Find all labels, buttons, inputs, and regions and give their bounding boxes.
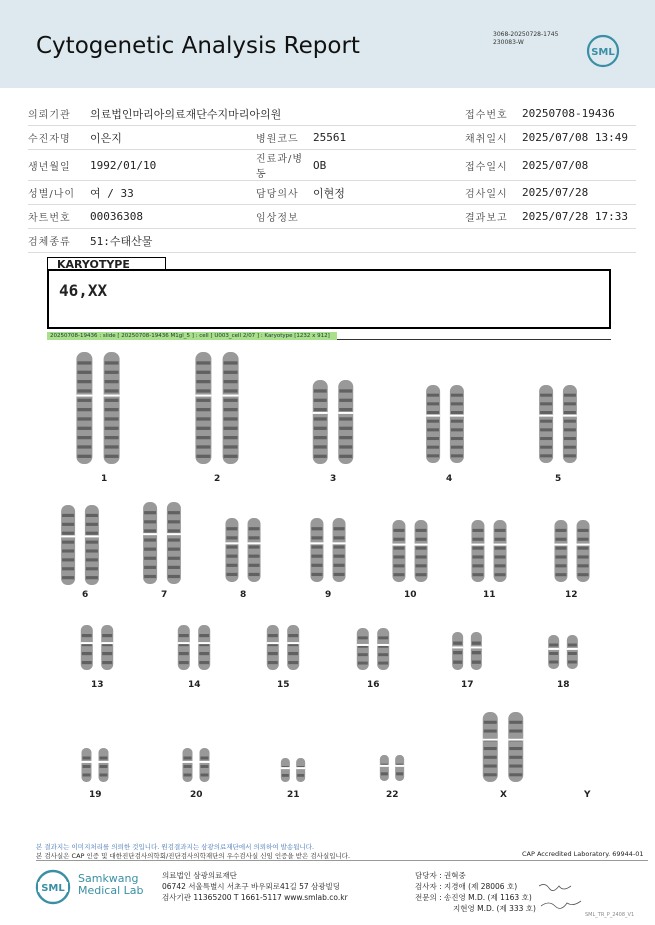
staff-line1: 담당자 : 권혁중 (415, 871, 466, 880)
chromosome-pair-5 (539, 385, 577, 463)
sml-logo-icon (586, 34, 620, 68)
chromosome-pair-7 (143, 502, 181, 584)
chromosome-pair-15 (267, 625, 299, 670)
chromosome-label-1: 1 (101, 474, 108, 484)
chromosome-pair-16 (357, 628, 389, 670)
document-id (493, 31, 558, 47)
lab-staff (415, 870, 536, 914)
dept-value: OB (313, 150, 465, 181)
staff-line3: 전문의 : 송진영 M.D. (제 1163 호) (415, 893, 532, 902)
karyotype-value: 46,XX (59, 281, 108, 300)
report-header (0, 0, 655, 88)
svg-text:SML: SML (591, 47, 615, 58)
karyotype-label: KARYOTYPE (47, 257, 166, 270)
chromosome-label-2: 2 (214, 474, 221, 484)
chromosome-pair-6 (61, 505, 99, 585)
chromosome-label-16: 16 (367, 680, 380, 690)
chromosome-label-12: 12 (565, 590, 578, 600)
chromosome-label-17: 17 (461, 680, 474, 690)
patient-value: 이은지 (90, 126, 256, 150)
info-row (28, 126, 636, 150)
chromosome-label-14: 14 (188, 680, 201, 690)
chromosome-label-4: 4 (446, 474, 453, 484)
staff-line4: 지현영 M.D. (제 333 호) (453, 904, 536, 913)
footer-note-2: 본 검사실은 CAP 인증 및 대한진단검사의학회/진단검사의학재단의 우수검사실 신임 인증을 받은 검사실입니다. (36, 852, 351, 860)
cap-accreditation: CAP Accredited Laboratory. 69944-01 (522, 850, 644, 858)
chromosome-label-6: 6 (82, 590, 89, 600)
document-id-line2: 230083-W (493, 39, 524, 46)
lab-address (162, 870, 348, 903)
chromosome-pair-18 (548, 635, 578, 669)
info-row (28, 150, 636, 181)
chromosome-pair-1 (76, 352, 119, 464)
lab-name (78, 873, 144, 897)
chromosome-label-9: 9 (325, 590, 332, 600)
address-line1: 의료법인 삼광의료재단 (162, 871, 237, 880)
chromosome-pair-11 (471, 520, 506, 582)
exam-value: 2025/07/28 (522, 181, 636, 205)
chromosome-label-11: 11 (483, 590, 496, 600)
chromosome-label-19: 19 (89, 790, 102, 800)
institution-value: 의료법인마리아의료재단수지마리아의원 (90, 102, 465, 126)
caption-divider (337, 339, 611, 340)
chromosome-pair-8 (225, 518, 260, 582)
chromosome-label-20: 20 (190, 790, 203, 800)
chromosome-pair-2 (195, 352, 238, 464)
patient-label: 수진자명 (28, 126, 90, 150)
dept-label: 진료과/병동 (256, 150, 313, 181)
address-line3: 검사기관 11365200 T 1661-5117 www.smlab.co.kr (162, 893, 348, 902)
hospital-code-label: 병원코드 (256, 126, 313, 150)
chromosome-pair-4 (426, 385, 464, 463)
collect-value: 2025/07/08 13:49 (522, 126, 636, 150)
karyogram-caption: 20250708-19436 : slide [ 20250708-19436 M1gl_5 ] : cell [ U003_cell 2/07 ] : Karyotype [1232 x 912] (47, 332, 337, 340)
chromosome-label-13: 13 (91, 680, 104, 690)
specimen-label: 검체종류 (28, 229, 90, 253)
institution-label: 의뢰기관 (28, 102, 90, 126)
collect-label: 채취일시 (465, 126, 522, 150)
receive-value: 2025/07/08 (522, 150, 636, 181)
form-code: SML_TR_P_2408_V1 (585, 912, 635, 918)
info-row (28, 181, 636, 205)
chromosome-pair-17 (452, 632, 482, 670)
dob-label: 생년월일 (28, 150, 90, 181)
chromosome-pair-19 (82, 748, 109, 782)
clinical-value (313, 205, 465, 229)
footer-note-1: 본 결과지는 이미지처리를 의뢰한 것입니다. 원검결과지는 삼광의료재단에서 의뢰하여 발송됩니다. (36, 843, 315, 851)
karyotype-box (47, 269, 611, 329)
staff-line2: 검사자 : 지경애 (제 28006 호) (415, 882, 518, 891)
chromosome-pair-22 (380, 755, 404, 781)
hospital-code-value: 25561 (313, 126, 465, 150)
chromosome-label-15: 15 (277, 680, 290, 690)
document-id-line1: 3068-20250728-1745 (493, 31, 559, 38)
info-row (28, 102, 636, 126)
chromosome-label-3: 3 (330, 474, 337, 484)
sexage-value: 여 / 33 (90, 181, 256, 205)
patient-info-table (28, 102, 636, 253)
chromosome-label-8: 8 (240, 590, 247, 600)
chart-value: 00036308 (90, 205, 256, 229)
report-title: Cytogenetic Analysis Report (36, 33, 360, 59)
chromosome-label-X: X (500, 790, 507, 800)
doctor-label: 담당의사 (256, 181, 313, 205)
chromosome-label-5: 5 (555, 474, 562, 484)
footer-divider (36, 860, 648, 861)
chromosome-label-21: 21 (287, 790, 300, 800)
dob-value: 1992/01/10 (90, 150, 256, 181)
exam-label: 검사일시 (465, 181, 522, 205)
chromosome-pair-14 (178, 625, 210, 670)
chromosome-label-Y: Y (584, 790, 591, 800)
lab-name-line1: Samkwang (78, 872, 139, 885)
address-line2: 06742 서울특별시 서초구 바우뫼로41길 57 삼광빌딩 (162, 882, 341, 891)
receipt-no-label: 접수번호 (465, 102, 522, 126)
clinical-label: 임상정보 (256, 205, 313, 229)
sexage-label: 성별/나이 (28, 181, 90, 205)
svg-text:SML: SML (41, 883, 65, 894)
doctor-value: 이현정 (313, 181, 465, 205)
chromosome-pair-21 (281, 758, 305, 782)
signature-icon (535, 878, 595, 912)
chromosome-pair-10 (392, 520, 427, 582)
chromosome-pair-13 (81, 625, 113, 670)
chromosome-pair-20 (183, 748, 210, 782)
samkwang-logo-icon (35, 869, 71, 905)
info-row (28, 229, 636, 253)
chart-label: 차트번호 (28, 205, 90, 229)
info-row (28, 205, 636, 229)
result-label: 결과보고 (465, 205, 522, 229)
lab-name-line2: Medical Lab (78, 884, 144, 897)
receipt-no-value: 20250708-19436 (522, 102, 636, 126)
result-value: 2025/07/28 17:33 (522, 205, 636, 229)
chromosome-label-22: 22 (386, 790, 399, 800)
chromosome-pair-X (483, 712, 524, 782)
chromosome-label-18: 18 (557, 680, 570, 690)
specimen-value: 51:수태산물 (90, 229, 636, 253)
chromosome-label-7: 7 (161, 590, 168, 600)
receive-label: 접수일시 (465, 150, 522, 181)
chromosome-pair-12 (554, 520, 589, 582)
chromosome-pair-9 (310, 518, 345, 582)
chromosome-label-10: 10 (404, 590, 417, 600)
chromosome-pair-3 (313, 380, 354, 464)
